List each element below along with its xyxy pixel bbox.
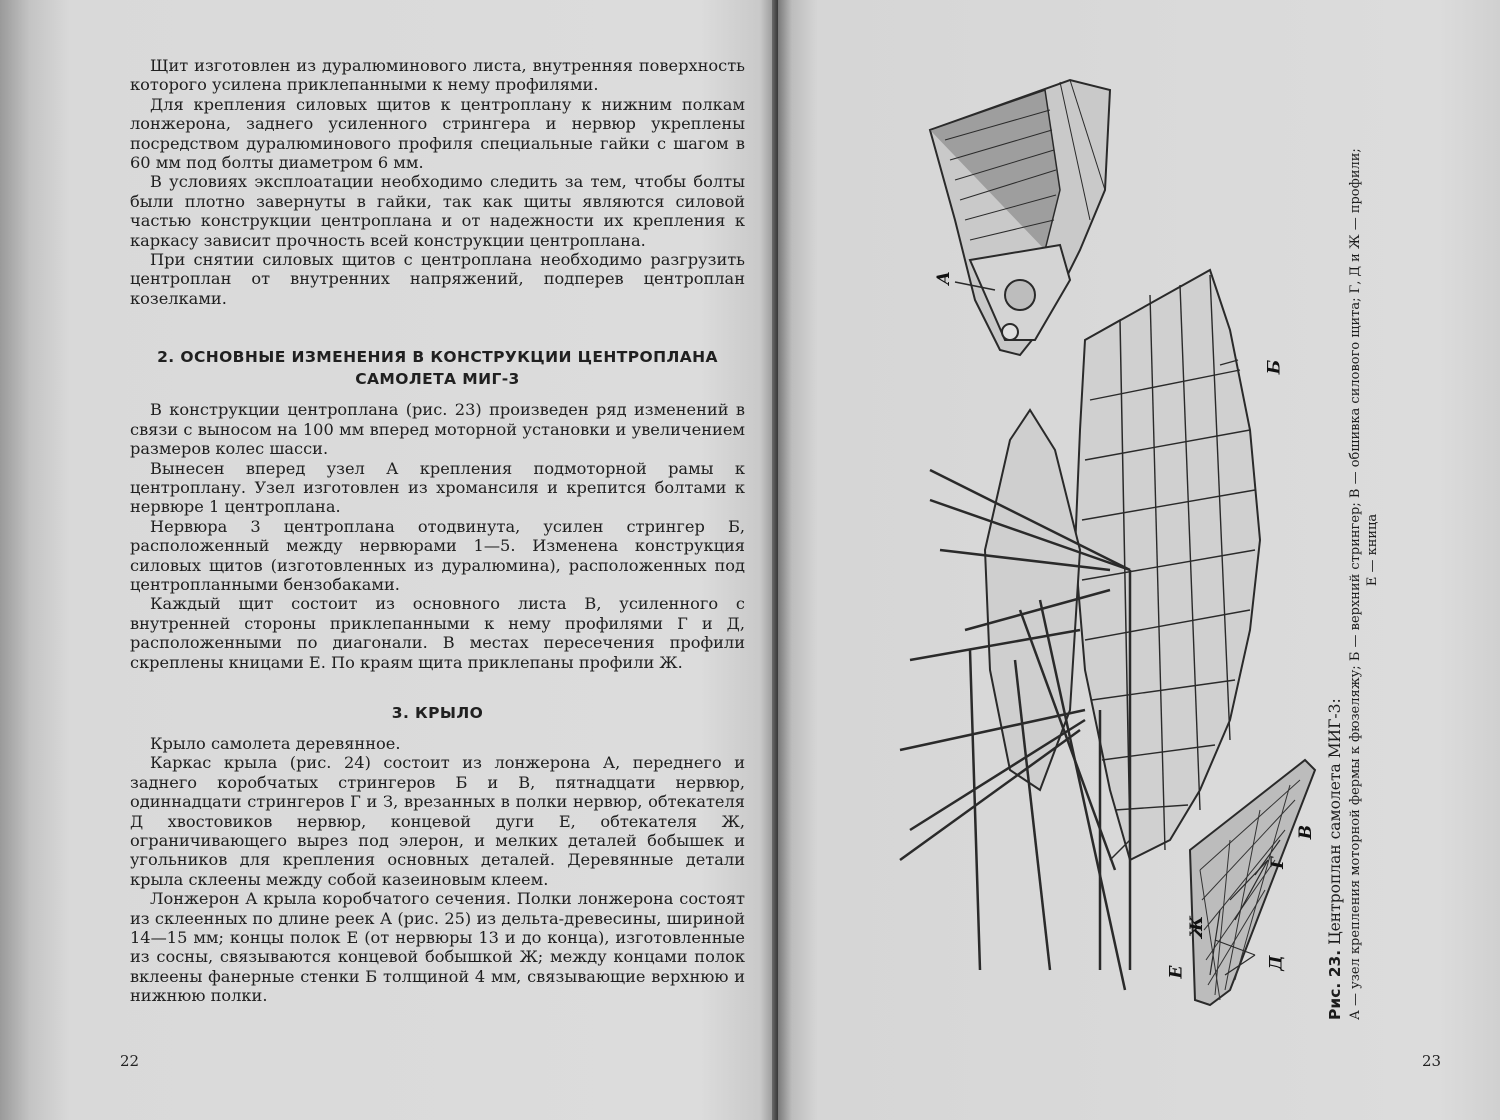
page-number-left: 22 [120, 1052, 140, 1070]
caption-title-line [1325, 80, 1345, 1020]
paragraph: Лонжерон А крыла коробчатого сечения. Полки лонжерона состоят из склеенных по длине реек А (рис. 25) из дельта-древесины, шириной 14—15 мм; концы полок Е (от нервюры 13 и до конца), изготовленные из сосны, связываются концевой бобышкой Ж; между концами полок вклеены фанерные стенки Б толщиной 4 мм, связывающие верхнюю и нижнюю полки. [130, 889, 745, 1006]
figure-label-d: Д [1266, 955, 1287, 971]
paragraph: Вынесен вперед узел А крепления подмоторной рамы к центроплану. Узел изготовлен из хромансиля и крепится болтами к нервюре 1 центроплана. [130, 458, 745, 517]
paragraph: Для крепления силовых щитов к центроплану к нижним полкам лонжерона, заднего усиленного стрингера и нервюр укреплены посредством дуралюминового профиля специальные гайки с шагом в 60 мм под болты диаметром 6 мм. [130, 94, 745, 173]
paragraph: Крыло самолета деревянное. [150, 733, 401, 753]
caption-legend-end: Е — кница [1365, 513, 1380, 587]
center-section-frame [1075, 270, 1260, 860]
caption-legend: А — узел крепления моторной фермы к фюзеляжу; Б — верхний стрингер; В — обшивка силового щита; Г, Д и Ж — профили; [1348, 148, 1363, 1020]
figure-label-b: Б [1264, 359, 1285, 375]
page-number-right: 23 [1422, 1052, 1442, 1070]
figure-label-g: Г [1267, 857, 1288, 869]
paragraph: В условиях эксплоатации необходимо следить за тем, чтобы болты были плотно завернуты в гайки, так как щиты являются силовой частью конструкции центроплана и от надежности их крепления к каркасу зависит прочность всей конструкции центроплана. [130, 172, 745, 250]
section-2-heading: 2. ОСНОВНЫЕ ИЗМЕНЕНИЯ В КОНСТРУКЦИИ ЦЕНТРОПЛАНА [157, 348, 718, 367]
paragraph: Нервюра 3 центроплана отодвинута, усилен стрингер Б, расположенный между нервюрами 1—5. Изменена конструкция силовых щитов (изготовленных из дуралюмина), расположенных под центропланными бензобаками. [130, 516, 745, 594]
figure-label-a: А [933, 271, 954, 285]
section-3-heading: 3. КРЫЛО [391, 703, 484, 722]
paragraph: Щит изготовлен из дуралюминового листа, внутренняя поверхность которого усилена приклепанными к нему профилями. [130, 56, 745, 95]
paragraph: Каждый щит состоит из основного листа В, усиленного с внутренней стороны приклепанными к нему профилями Г и Д, расположенными по диагонали. В местах пересечения профили скреплены кницами Е. По краям щита приклепаны профили Ж. [130, 594, 745, 672]
figure-label-zh: Ж [1187, 915, 1208, 939]
paragraph: При снятии силовых щитов с центроплана необходимо разгрузить центроплан от внутренних напряжений, подперев центроплан козелками. [130, 250, 745, 308]
figure-label-v: В [1296, 824, 1317, 840]
caption-figure-number: Рис. 23. [1326, 949, 1344, 1020]
paragraph: Каркас крыла (рис. 24) состоит из лонжерона А, переднего и заднего коробчатых стрингеров Б и В, пятнадцати нервюр, одиннадцати стрингеров Г и З, врезанных в полки нервюр, обтекателя Д хвостовиков нервюр, концевой дуги Е, обтекателя Ж, ограничивающего вырез под элерон, и мелких деталей бобышек и угольников для крепления основных деталей. Деревянные детали крыла склеены между собой казеиновым клеем. [130, 753, 745, 889]
figure-label-e: Е [1166, 965, 1187, 979]
left-page-text [130, 56, 745, 1006]
figure-caption [1325, 80, 1381, 1020]
caption-title: Центроплан самолета МИГ-3: [1326, 698, 1344, 945]
power-panel [1190, 760, 1315, 1005]
paragraph: В конструкции центроплана (рис. 23) произведен ряд изменений в связи с выносом на 100 мм вперед моторной установки и увеличением размеров колес шасси. [130, 400, 745, 459]
engine-mount-node-detail [930, 80, 1110, 355]
section-2-heading-line2: САМОЛЕТА МИГ-3 [355, 370, 520, 389]
center-section-drawing [870, 70, 1380, 1030]
